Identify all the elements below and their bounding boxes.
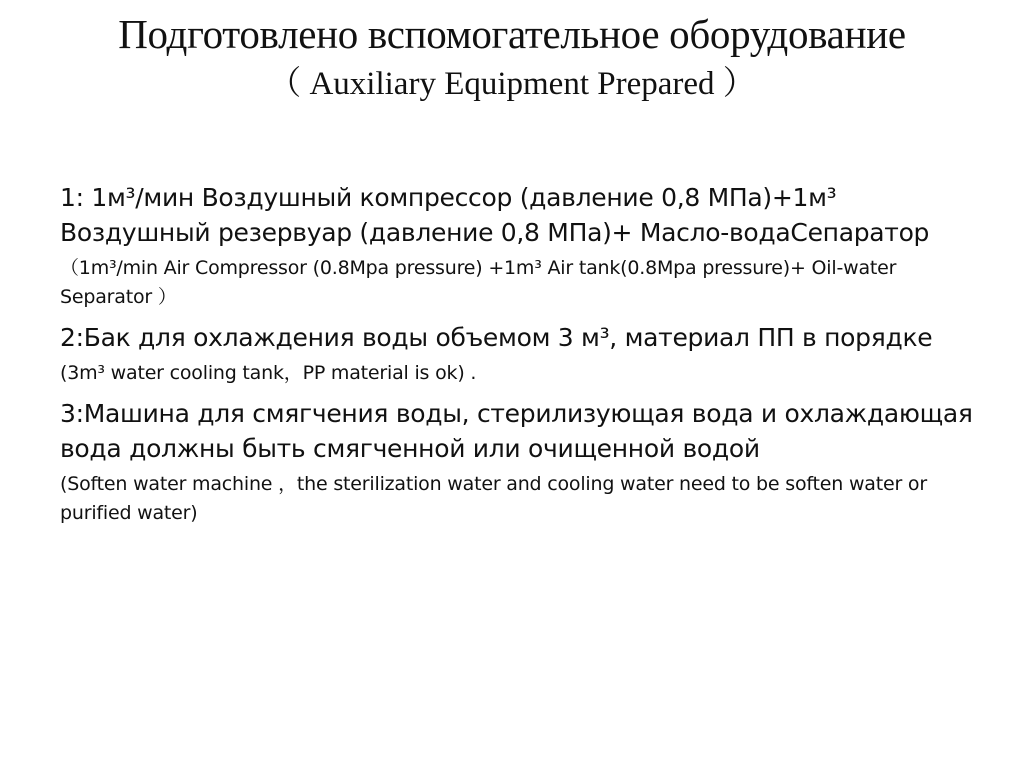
list-item <box>60 396 980 528</box>
item-1-english: （1m³/min Air Compressor (0.8Mpa pressure) +1m³ Air tank(0.8Mpa pressure)+ Oil-water Separator ） <box>60 257 897 308</box>
item-3-russian: 3:Машина для смягчения воды, стерилизующая вода и охлаждающая вода должны быть смягченной или очищенной водой <box>60 399 973 463</box>
item-2-russian: 2:Бак для охлаждения воды объемом 3 м³, материал ПП в порядке <box>60 323 933 352</box>
item-2-english: (3m³ water cooling tank，PP material is ok) . <box>60 362 477 384</box>
title-block <box>0 10 1024 104</box>
slide-subtitle: （ Auxiliary Equipment Prepared ） <box>268 66 756 102</box>
content-body <box>60 180 980 536</box>
item-3-english: (Soften water machine ，the sterilization water and cooling water need to be soften water or purified water) <box>60 473 927 524</box>
list-item <box>60 180 980 312</box>
item-1-russian: 1: 1м³/мин Воздушный компрессор (давление 0,8 МПа)+1м³ Воздушный резервуар (давление 0,8 МПа)+ Масло-водаСепаратор <box>60 183 930 247</box>
list-item <box>60 320 980 388</box>
slide-title: Подготовлено вспомогательное оборудование <box>118 11 906 57</box>
